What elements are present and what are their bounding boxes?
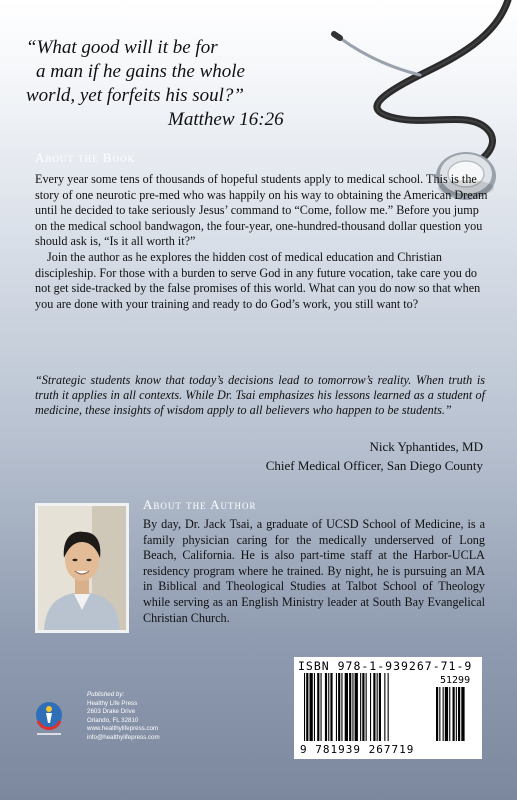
publisher-address: 2603 Drake Drive — [87, 708, 136, 716]
publisher-logo-icon — [34, 697, 64, 741]
about-author-heading: About the Author — [143, 497, 257, 512]
about-book-paragraph-1: Every year some tens of thousands of hopeful students apply to medical school. This is the story of one neurotic pre-med who was happily on his way to obtaining the American Dream until he decided to take seriously Jesus’ command to “Come, follow me.” Before you jump on the medical school bandwagon, the four-year, one-hundred-thousand dollar question you should ask is, “Is it all worth it?” — [35, 172, 488, 249]
publisher-website: www.healthylifepress.com — [87, 725, 159, 733]
about-book-heading: About the Book — [35, 150, 136, 165]
quote-line-1: “What good will it be for — [26, 37, 218, 58]
author-photo — [35, 503, 129, 633]
testimonial-quote: “Strategic students know that today’s decisions lead to tomorrow’s reality. When truth is truth it applies in all contexts. While Dr. Tsai emphasizes his lessons learned as a student of medicine, these insights of wisdom apply to all believers who happen to be students.” — [35, 373, 485, 418]
bible-quote — [26, 36, 316, 132]
publisher-email: info@healthylifepress.com — [87, 733, 160, 741]
publisher-label: Published by: — [87, 691, 125, 698]
publisher-name: Healthy Life Press — [87, 699, 138, 707]
about-book-paragraph-2: Join the author as he explores the hidden cost of medical education and Christian discipleship. For those with a burden to serve God in any future vocation, take care you do not get side-tracked by the false promises of this world. What can you do now so that when you are done with your training and ready to do God’s work, you still want to? — [35, 249, 481, 311]
quote-line-2: a man if he gains the whole — [36, 61, 245, 82]
publisher-info — [87, 691, 160, 743]
isbn-digits: 9 781939 267719 — [300, 743, 415, 756]
quote-line-3: world, yet forfeits his soul?” — [26, 85, 244, 106]
endorser-name: Nick Yphantides, MD — [369, 439, 483, 454]
price-code: 51299 — [440, 675, 471, 686]
endorser — [266, 437, 483, 475]
about-author-text: By day, Dr. Jack Tsai, a graduate of UCSD School of Medicine, is a family physician caring for the medically underserved of Long Beach, California. He is also part-time staff at the Harbor-UCLA residency program where he trained. By night, he is pursuing an MA in Biblical and Theological Studies at Talbot School of Theology while serving as an English Ministry leader at South Bay Evangelical Christian Church. — [143, 517, 485, 625]
about-book-text — [35, 172, 490, 312]
isbn-label: ISBN 978-1-939267-71-9 — [298, 659, 473, 673]
barcode-icon — [304, 673, 476, 743]
quote-reference: Matthew 16:26 — [168, 109, 284, 130]
publisher-city: Orlando, FL 32810 — [87, 716, 139, 724]
endorser-role: Chief Medical Officer, San Diego County — [265, 458, 483, 473]
author-portrait-icon — [38, 506, 126, 630]
isbn-barcode — [294, 657, 482, 759]
